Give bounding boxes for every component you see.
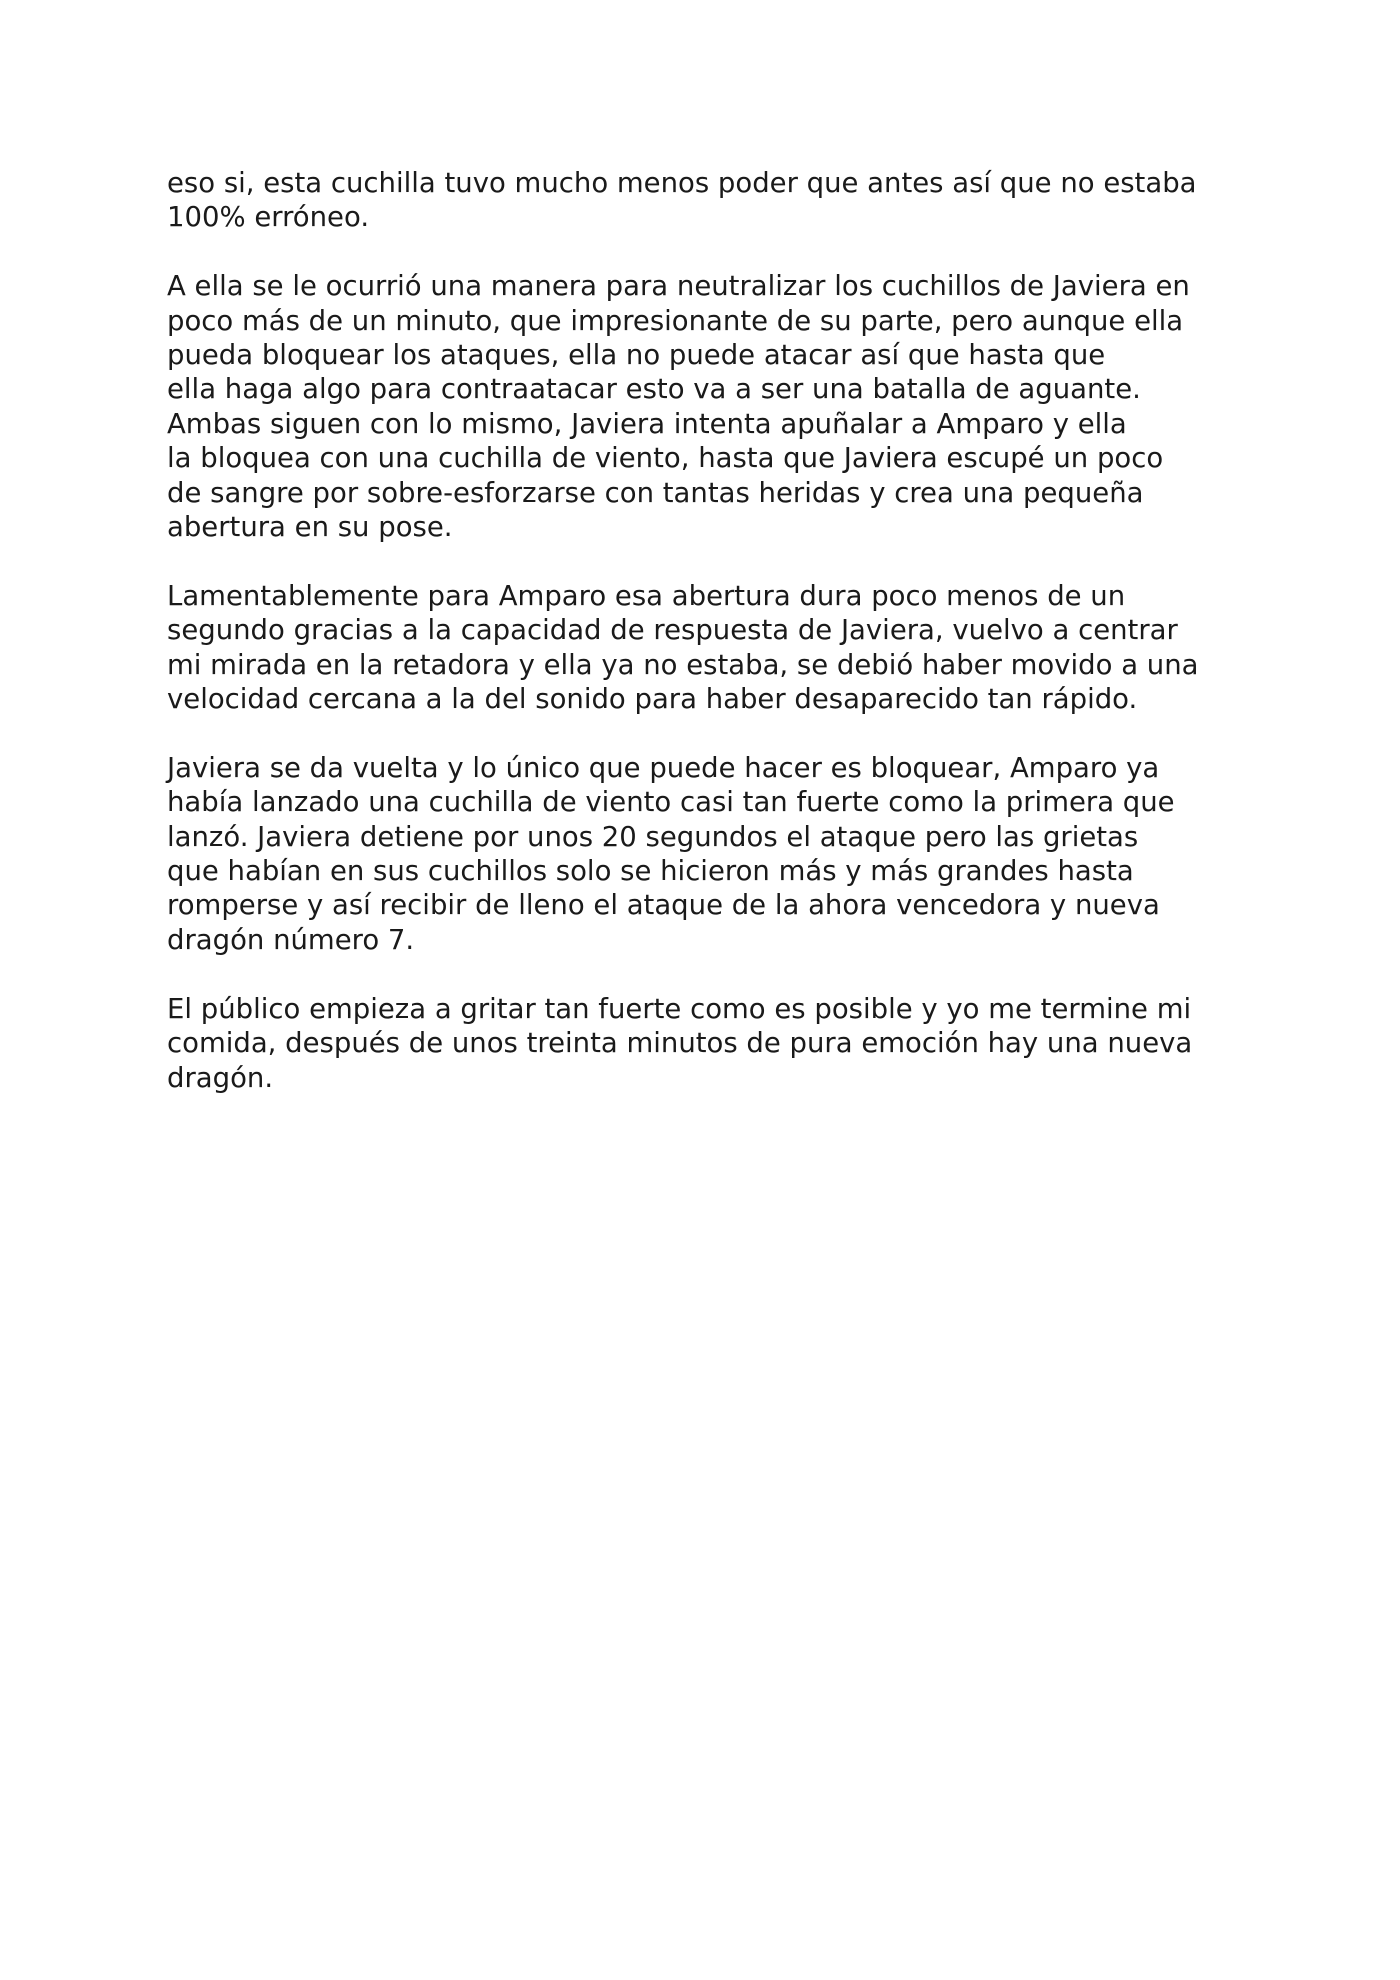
text-line: que habían en sus cuchillos solo se hicieron más y más grandes hasta [167,855,1134,888]
text-line: 100% erróneo. [167,201,370,234]
text-line: pueda bloquear los ataques, ella no puede atacar así que hasta que [167,339,1106,372]
paragraph-3 [167,579,1247,717]
text-line: Lamentablemente para Amparo esa abertura dura poco menos de un [167,579,1126,612]
text-line: eso si, esta cuchilla tuvo mucho menos poder que antes así que no estaba [167,167,1197,199]
paragraph-4 [167,751,1247,957]
text-line: abertura en su pose. [167,511,453,544]
paragraph-5 [167,992,1247,1095]
text-line: había lanzado una cuchilla de viento casi tan fuerte como la primera que [167,786,1175,819]
text-line: comida, después de unos treinta minutos de pura emoción hay una nueva [167,1027,1193,1060]
text-line: Ambas siguen con lo mismo, Javiera intenta apuñalar a Amparo y ella [167,407,1127,440]
paragraph-2 [167,269,1247,544]
text-line: velocidad cercana a la del sonido para haber desaparecido tan rápido. [167,683,1138,716]
text-line: dragón. [167,1061,274,1094]
text-line: poco más de un minuto, que impresionante de su parte, pero aunque ella [167,304,1184,337]
paragraph-1 [167,166,1247,235]
text-line: romperse y así recibir de lleno el ataque de la ahora vencedora y nueva [167,889,1160,922]
text-line: Javiera se da vuelta y lo único que puede hacer es bloquear, Amparo ya [167,751,1160,784]
document-body [167,166,1247,1129]
text-line: de sangre por sobre-esforzarse con tantas heridas y crea una pequeña [167,476,1144,509]
text-line: ella haga algo para contraatacar esto va a ser una batalla de aguante. [167,373,1141,406]
text-line: A ella se le ocurrió una manera para neutralizar los cuchillos de Javiera en [167,270,1190,303]
text-line: dragón número 7. [167,923,415,956]
text-line: segundo gracias a la capacidad de respuesta de Javiera, vuelvo a centrar [167,614,1178,647]
text-line: la bloquea con una cuchilla de viento, hasta que Javiera escupé un poco [167,442,1164,475]
text-line: El público empieza a gritar tan fuerte como es posible y yo me termine mi [167,992,1192,1025]
text-line: mi mirada en la retadora y ella ya no estaba, se debió haber movido a una [167,648,1199,681]
text-line: lanzó. Javiera detiene por unos 20 segundos el ataque pero las grietas [167,820,1139,853]
